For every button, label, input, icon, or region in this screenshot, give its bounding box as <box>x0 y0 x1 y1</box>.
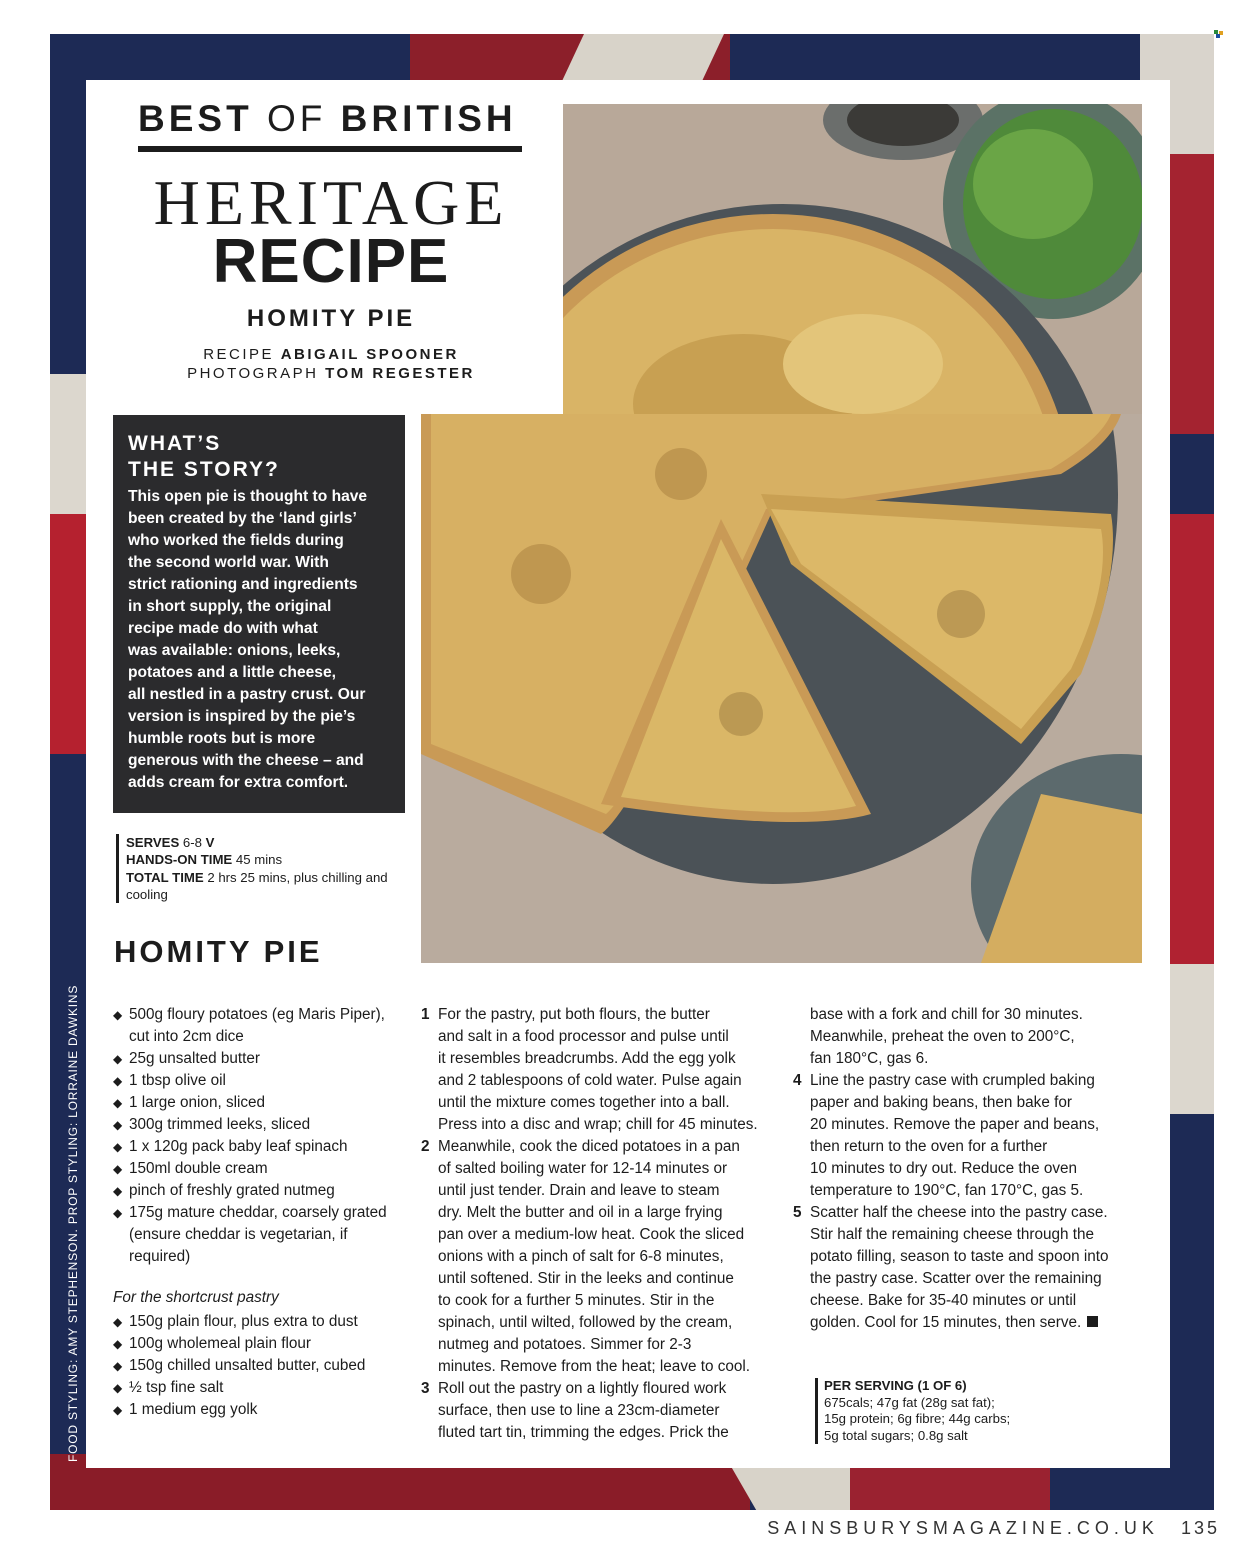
method-step-3-continued: base with a fork and chill for 30 minutes. Meanwhile, preheat the oven to 200°C, fan 180°C, gas 6. <box>810 1006 1083 1067</box>
ingredient-item: ◆ 1 tbsp olive oil <box>113 1072 226 1089</box>
pie-photo-main <box>421 414 1142 963</box>
story-body: This open pie is thought to have been created by the ‘land girls’ who worked the fields during the second world war. With strict rationing and ingredients in short supply, the original recipe made do with what was available: onions, leeks, potatoes and a little cheese, all nestled in a pastry crust. Our version is inspired by the pie’s humble roots but is more generous with the cheese – and adds cream for extra comfort. <box>128 488 368 791</box>
serves-label: SERVES <box>126 835 180 850</box>
method-step-2: 2 Meanwhile, cook the diced potatoes in a pan of salted boiling water for 12-14 minutes or until just tender. Drain and leave to steam dry. Melt the butter and oil in a large frying pan over a medium-low heat. Cook the sliced onions with a pinch of salt for 6-8 minutes, until softened. Stir in the leeks and continue to cook for a further 5 minutes. Stir in the spinach, until wilted, followed by the cream, nutmeg and potatoes. Simmer for 2-3 minutes. Remove from the heat; leave to cool. <box>421 1138 751 1375</box>
ingredient-item: ◆ 100g wholemeal plain flour <box>113 1335 311 1352</box>
ingredient-item: ◆ 25g unsalted butter <box>113 1050 260 1067</box>
page-title-line2: RECIPE <box>212 227 450 296</box>
ingredient-item: ◆ 1 large onion, sliced <box>113 1094 266 1111</box>
pie-photo-top <box>563 104 1142 414</box>
method-step-4: 4 Line the pastry case with crumpled baking paper and baking beans, then bake for 20 minutes. Remove the paper and beans, then return to the oven for a further 10 minutes to dry out. Reduce the oven temperature to 190°C, fan 170°C, gas 5. <box>793 1072 1100 1199</box>
hands-on-value: 45 mins <box>232 852 283 868</box>
flag-stripe <box>50 514 90 754</box>
ingredient-item: ◆ 150g chilled unsalted butter, cubed <box>113 1357 366 1374</box>
method-column-2 <box>793 1004 1138 1334</box>
recipe-info <box>116 834 406 903</box>
photo-credit: PHOTOGRAPH TOM REGESTER <box>187 365 475 382</box>
footer-site[interactable]: SAINSBURYSMAGAZINE.CO.UK <box>767 1518 1159 1538</box>
method-step-3: 3 Roll out the pastry on a lightly floured work surface, then use to line a 23cm-diameter fluted tart tin, trimming the edges. Prick the <box>421 1380 729 1441</box>
page-title-line1: HERITAGE <box>153 167 509 238</box>
nutrition-box <box>815 1378 1065 1444</box>
ingredient-item: ◆ pinch of freshly grated nutmeg <box>113 1182 335 1199</box>
method-column-1 <box>421 1004 773 1444</box>
pastry-subheading: For the shortcrust pastry <box>113 1289 279 1306</box>
corner-mark-icon <box>1214 30 1224 38</box>
ingredient-item: ◆ ½ tsp fine salt <box>113 1379 224 1396</box>
page-footer <box>767 1518 1220 1539</box>
method-step-5: 5 Scatter half the cheese into the pastry case. Stir half the remaining cheese through the potato filling, season to taste and spoon into the pastry case. Scatter over the remaining cheese. Bake for 35-40 minutes or until golden. Cool for 15 minutes, then serve. <box>793 1204 1109 1331</box>
vegetarian-mark: V <box>205 835 215 850</box>
recipe-credit: RECIPE ABIGAIL SPOONER <box>203 346 459 363</box>
story-box <box>113 415 405 813</box>
ingredient-item: ◆ 175g mature cheddar, coarsely grated (ensure cheddar is vegetarian, if required) <box>113 1204 387 1265</box>
ingredient-item: ◆ 500g floury potatoes (eg Maris Piper), cut into 2cm dice <box>113 1006 385 1045</box>
ingredient-item: ◆ 300g trimmed leeks, sliced <box>113 1116 311 1133</box>
ingredient-item: ◆ 1 x 120g pack baby leaf spinach <box>113 1138 348 1155</box>
series-kicker: BEST OF BRITISH <box>138 98 517 139</box>
styling-credit: FOOD STYLING: AMY STEPHENSON. PROP STYLING: LORRAINE DAWKINS <box>66 984 80 1462</box>
hands-on-label: HANDS-ON TIME <box>126 852 233 868</box>
total-time-value: 2 hrs 25 mins, plus chilling and cooling <box>126 869 388 902</box>
story-heading: WHAT’S THE STORY? <box>128 432 280 481</box>
ingredient-item: ◆ 150ml double cream <box>113 1160 268 1177</box>
end-mark-icon <box>1087 1316 1098 1327</box>
ingredient-item: ◆ 1 medium egg yolk <box>113 1401 258 1418</box>
ingredient-item: ◆ 150g plain flour, plus extra to dust <box>113 1313 358 1330</box>
nutrition-values: 675cals; 47g fat (28g sat fat); 15g protein; 6g fibre; 44g carbs; 5g total sugars; 0.8g salt <box>824 1394 1011 1443</box>
serves-value: 6-8 <box>179 835 206 850</box>
flag-stripe <box>50 374 90 514</box>
method-step-1: 1 For the pastry, put both flours, the butter and salt in a food processor and pulse until it resembles breadcrumbs. Add the egg yolk and 2 tablespoons of cold water. Pulse again until the mixture comes together into a ball. Press into a disc and wrap; chill for 45 minutes. <box>421 1006 758 1133</box>
kicker-rule <box>138 146 522 152</box>
ingredients-list <box>113 1004 403 1421</box>
page-subtitle: HOMITY PIE <box>246 305 416 332</box>
page-number: 135 <box>1180 1518 1220 1538</box>
recipe-title: HOMITY PIE <box>114 934 323 969</box>
nutrition-heading: PER SERVING (1 OF 6) <box>824 1378 967 1393</box>
total-time-label: TOTAL TIME <box>126 869 204 885</box>
